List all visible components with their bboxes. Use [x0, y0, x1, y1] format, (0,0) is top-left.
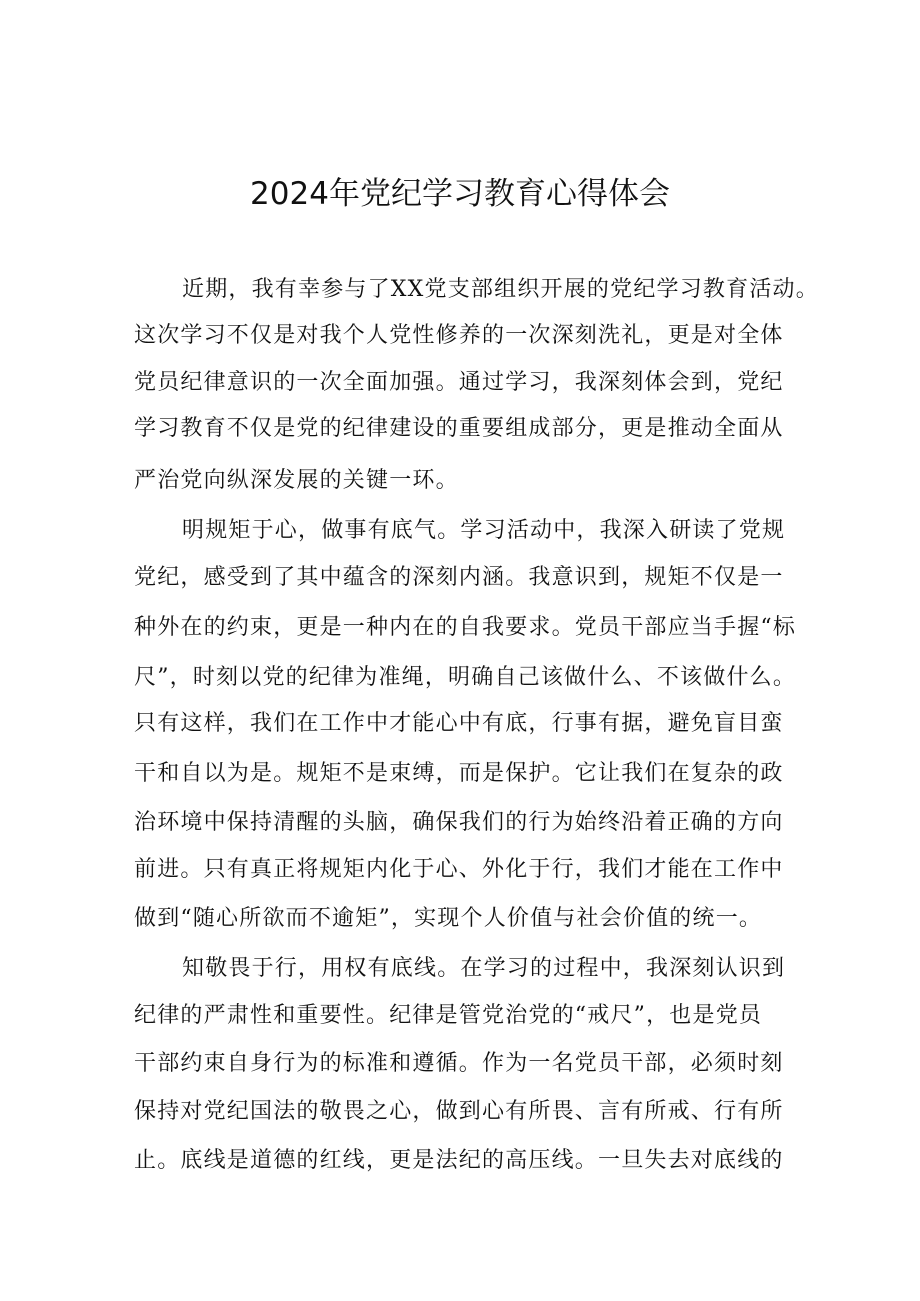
paragraph-1-line-4: 学习教育不仅是党的纪律建设的重要组成部分，更是推动全面从: [134, 416, 784, 441]
paragraph-3-line-4: 保持对党纪国法的敬畏之心，做到心有所畏、言有所戒、行有所: [134, 1099, 784, 1124]
paragraph-2-line-5: 只有这样，我们在工作中才能心中有底，行事有据，避免盲目蛮: [134, 711, 784, 736]
paragraph-1-line-2: 这次学习不仅是对我个人党性修养的一次深刻洗礼，更是对全体: [134, 323, 784, 348]
paragraph-3-line-2: 纪律的严肃性和重要性。纪律是管党治党的“戒尺”，也是党员: [134, 1003, 763, 1028]
paragraph-3-line-5: 止。底线是道德的红线，更是法纪的高压线。一旦失去对底线的: [134, 1148, 784, 1173]
paragraph-2-line-7: 治环境中保持清醒的头脑，确保我们的行为始终沿着正确的方向: [134, 810, 784, 835]
paragraph-2-line-2: 党纪，感受到了其中蕴含的深刻内涵。我意识到，规矩不仅是一: [134, 565, 784, 590]
paragraph-3-line-1: 知敬畏于行，用权有底线。在学习的过程中，我深刻认识到: [182, 956, 786, 981]
paragraph-2-line-3: 种外在的约束，更是一种内在的自我要求。党员干部应当手握“标: [134, 615, 797, 640]
paragraph-1-line-1: 近期，我有幸参与了XX党支部组织开展的党纪学习教育活动。: [182, 277, 819, 302]
paragraph-3-line-3: 干部约束自身行为的标准和遵循。作为一名党员干部，必须时刻: [134, 1051, 784, 1076]
paragraph-2-line-1: 明规矩于心，做事有底气。学习活动中，我深入研读了党规: [182, 518, 786, 543]
paragraph-1-line-3: 党员纪律意识的一次全面加强。通过学习，我深刻体会到，党纪: [134, 370, 784, 395]
paragraph-2-line-4: 尺”，时刻以党的纪律为准绳，明确自己该做什么、不该做什么。: [134, 665, 797, 690]
paragraph-2-line-9: 做到“随心所欲而不逾矩”，实现个人价值与社会价值的统一。: [134, 906, 763, 931]
document-title: 2024年党纪学习教育心得体会: [250, 176, 670, 212]
paragraph-2-line-6: 干和自以为是。规矩不是束缚，而是保护。它让我们在复杂的政: [134, 761, 784, 786]
paragraph-2-line-8: 前进。只有真正将规矩内化于心、外化于行，我们才能在工作中: [134, 857, 784, 882]
paragraph-1-line-5: 严治党向纵深发展的关键一环。: [134, 468, 459, 493]
